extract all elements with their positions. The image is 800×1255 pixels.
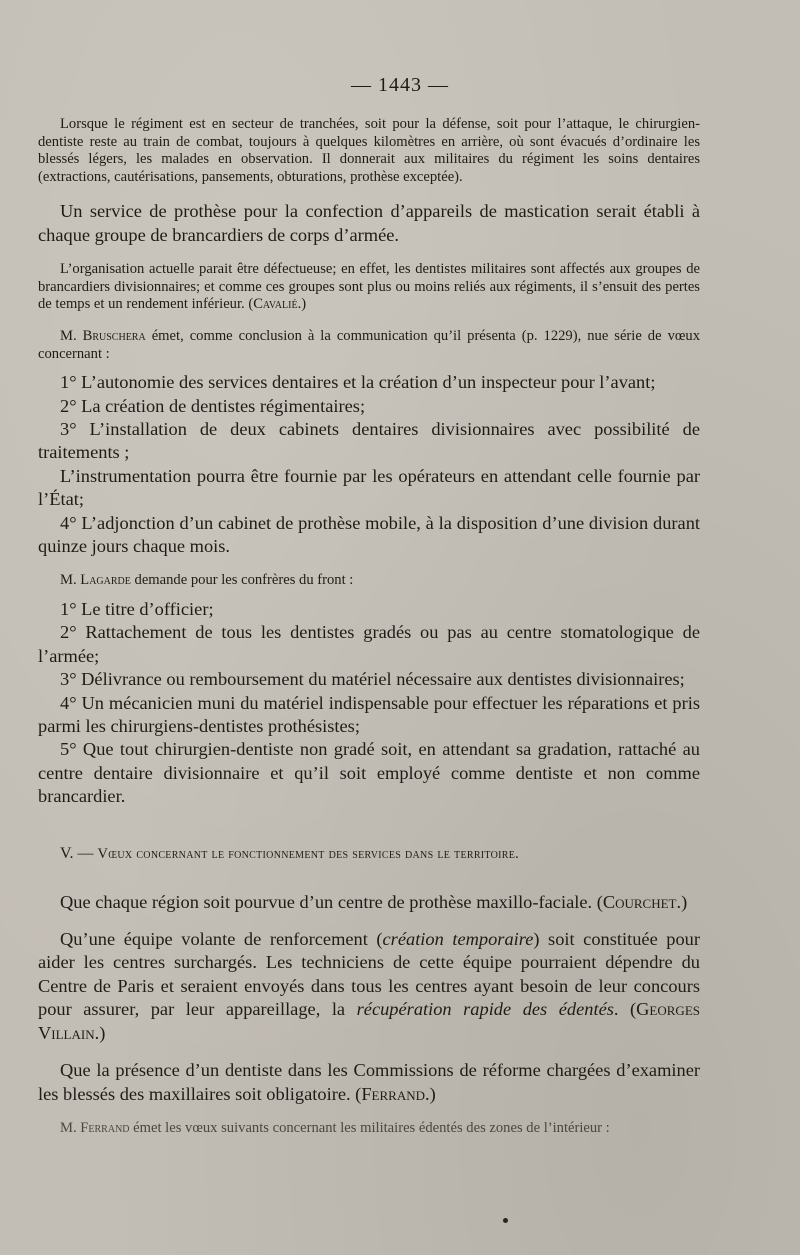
paragraph-lagarde [38, 572, 700, 590]
ink-spot [503, 1218, 508, 1223]
courchet-end: .) [676, 891, 688, 912]
courchet-text: Que chaque région soit pourvue d’un centre de prothèse maxillo-faciale. ( [60, 891, 603, 912]
ferrand-commissions-end: .) [425, 1083, 436, 1104]
author-courchet: Courchet [602, 891, 677, 912]
ferrand-commissions-text: Que la présence d’un dentiste dans les Commissions de réforme chargées d’examiner les blessés des maxillaires soit obligatoire. ( [38, 1060, 700, 1104]
author-cavalie: Cavalié [253, 296, 298, 313]
paragraph-ferrand-wishes [38, 1120, 700, 1138]
paragraph-bruschera [38, 328, 700, 363]
villain-text-a: Qu’une équipe volante de renforcement ( [60, 929, 383, 950]
paragraph-organisation [38, 261, 700, 314]
demand-item-5: 5° Que tout chirurgien-dentiste non gradé soit, en attendant sa gradation, rattaché au centre dentaire divisionnaire et qu’il soit employé comme dentiste et non comme brancardier. [38, 739, 700, 807]
villain-end: .) [94, 1022, 106, 1043]
page-body [38, 116, 700, 1138]
ferrand-wishes-text: émet les vœux suivants concernant les militaires édentés des zones de l’intérieur : [129, 1119, 610, 1136]
paragraph-prosthesis-service: Un service de prothèse pour la confection d’appareils de mastication serait établi à chaque groupe de brancardiers de corps d’armée. [38, 201, 700, 245]
villain-italic-2: récupération rapide des édentés [356, 999, 614, 1020]
villain-text-b: ) soit constituée pour aider les centres surchargés. Les techniciens de cette équipe pourraient dépendre du Centre de Paris et seraient envoyés dans tous les centres ayant besoin de leur concours pour assurer, par leur appareillage, la [38, 929, 700, 1020]
page-number: — 1443 — [351, 74, 449, 96]
organisation-end: .) [297, 296, 307, 313]
paragraph-regiment-dentist: Lorsque le régiment est en secteur de tranchées, soit pour la défense, soit pour l’attaque, le chirurgien-dentiste reste au train de combat, toujours à quelques kilomètres en arrière, où sont évacués d’ordinaire les blessés légers, les malades en observation. Il donnerait aux militaires du régiment les soins dentaires (extractions, cautérisations, pansements, obturations, prothèse exceptée). [38, 116, 700, 185]
villain-text-c: . ( [613, 999, 637, 1020]
paragraph-ferrand-commissions [38, 1059, 700, 1106]
wish-item-3: 3° L’installation de deux cabinets dentaires divisionnaires avec possibilité de traitements ; [38, 418, 700, 463]
bruschera-prefix: M. [60, 327, 83, 344]
lagarde-text: demande pour les confrères du front : [130, 572, 354, 589]
section-heading-title: Vœux concernant le fonctionnement des services dans le territoire. [97, 845, 520, 862]
wish-item-2: 2° La création de dentistes régimentaires; [60, 395, 366, 416]
section-heading-v [38, 845, 700, 863]
author-villain: Georges Villain [38, 999, 700, 1043]
ferrand-prefix: M. [60, 1119, 81, 1136]
author-bruschera: Bruschera [82, 327, 146, 344]
wish-item-1: 1° L’autonomie des services dentaires et la création d’un inspecteur pour l’avant; [60, 372, 656, 393]
bruschera-text: émet, comme conclusion à la communication qu’il présenta (p. 1229), nue série de vœux concernant : [38, 327, 700, 362]
lagarde-prefix: M. [60, 572, 81, 589]
demand-item-1: 1° Le titre d’officier; [60, 599, 214, 619]
villain-italic-1: création temporaire [382, 929, 534, 950]
demand-item-2: 2° Rattachement de tous les dentistes gradés ou pas au centre stomatologique de l’armée; [38, 622, 700, 666]
organisation-text: L’organisation actuelle parait être défectueuse; en effet, les dentistes militaires sont affectés aux groupes de brancardiers divisionnaires; et comme ces groupes sont plus ou moins reliés aux régiments, il s’ensuit des pertes de temps et un rendement inférieur. ( [38, 261, 700, 313]
section-heading-number: V. — [60, 844, 98, 862]
author-lagarde: Lagarde [80, 572, 131, 589]
paragraph-villain [38, 928, 700, 1045]
paragraph-courchet [38, 891, 700, 914]
author-ferrand-2: Ferrand [80, 1119, 130, 1136]
author-ferrand: Ferrand [361, 1083, 425, 1104]
demand-item-3: 3° Délivrance ou remboursement du matériel nécessaire aux dentistes divisionnaires; [60, 669, 685, 690]
demand-item-4: 4° Un mécanicien muni du matériel indispensable pour effectuer les réparations et pris parmi les chirurgiens-dentistes prothésistes; [38, 692, 700, 737]
wish-item-4: 4° L’adjonction d’un cabinet de prothèse mobile, à la disposition d’une division durant quinze jours chaque mois. [38, 512, 700, 556]
wish-item-3-continued: L’instrumentation pourra être fournie par les opérateurs en attendant celle fournie par l’État; [38, 465, 700, 510]
